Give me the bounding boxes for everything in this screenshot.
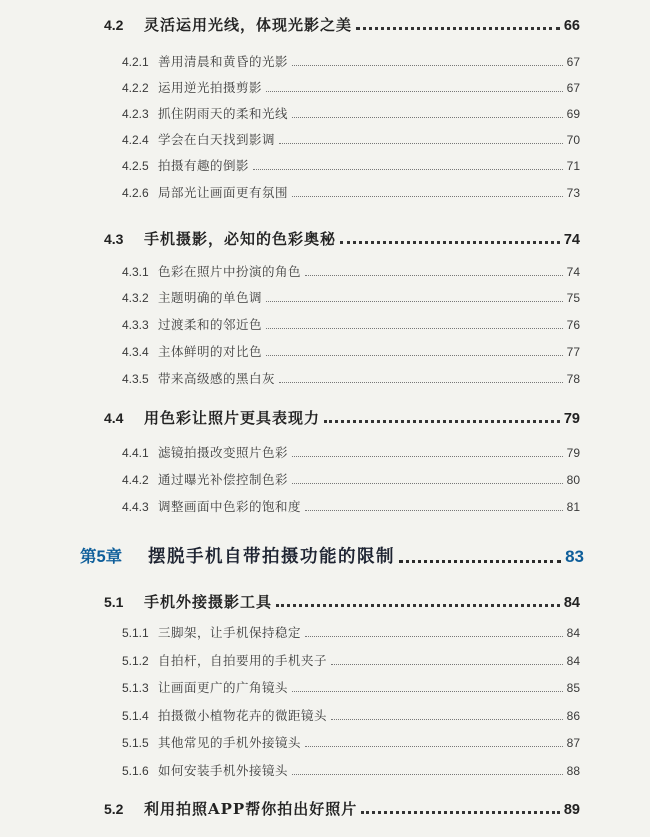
entry-title: 拍摄有趣的倒影 (158, 158, 250, 173)
entry-number: 5.2 (104, 801, 124, 817)
toc-subsection-entry (122, 78, 580, 96)
dot-leader (331, 719, 563, 720)
entry-number: 4.3.1 (122, 265, 149, 279)
dot-leader (356, 27, 560, 30)
toc-subsection-entry (122, 678, 580, 696)
entry-number: 4.3 (104, 231, 124, 247)
dot-leader (292, 483, 563, 484)
dot-leader (292, 691, 563, 692)
entry-number: 4.2.1 (122, 55, 149, 69)
toc-subsection-entry (122, 156, 580, 174)
entry-number: 4.4.3 (122, 500, 149, 514)
entry-title: 带来高级感的黑白灰 (158, 371, 276, 386)
entry-page: 79 (563, 411, 580, 427)
entry-page: 77 (566, 345, 580, 359)
entry-number: 4.2 (104, 17, 124, 33)
entry-number: 4.4 (104, 410, 124, 426)
entry-number: 5.1.6 (122, 764, 149, 778)
dot-leader (361, 811, 560, 814)
entry-page: 67 (566, 55, 580, 69)
chapter-number: 第5章 (80, 548, 123, 566)
entry-page: 74 (563, 232, 580, 248)
entry-title: 主题明确的单色调 (158, 290, 263, 305)
dot-leader (292, 65, 563, 66)
entry-title: 运用逆光拍摄剪影 (158, 80, 263, 95)
entry-page: 73 (566, 186, 580, 200)
dot-leader (305, 275, 563, 276)
toc-subsection-entry (122, 288, 580, 306)
entry-title: 过渡柔和的邻近色 (158, 317, 263, 332)
entry-page: 85 (566, 681, 580, 695)
dot-leader (253, 169, 563, 170)
entry-page: 69 (566, 107, 580, 121)
entry-title: 调整画面中色彩的饱和度 (158, 499, 302, 514)
dot-leader (331, 664, 563, 665)
entry-title: 滤镜拍摄改变照片色彩 (158, 445, 289, 460)
entry-title: 利用拍照APP帮你拍出好照片 (144, 800, 358, 818)
entry-title: 用色彩让照片更具表现力 (144, 409, 321, 427)
entry-title: 拍摄微小植物花卉的微距镜头 (158, 708, 328, 723)
entry-page: 89 (563, 802, 580, 818)
toc-subsection-entry (122, 342, 580, 360)
dot-leader (305, 746, 563, 747)
entry-title: 善用清晨和黄昏的光影 (158, 54, 289, 69)
entry-title: 通过曝光补偿控制色彩 (158, 472, 289, 487)
entry-page: 78 (566, 372, 580, 386)
toc-chapter-entry (80, 543, 584, 568)
toc-subsection-entry (122, 52, 580, 70)
entry-number: 4.3.2 (122, 291, 149, 305)
toc-subsection-entry (122, 315, 580, 333)
dot-leader (279, 382, 563, 383)
toc-subsection-entry (122, 104, 580, 122)
entry-title: 如何安装手机外接镜头 (158, 763, 289, 778)
entry-number: 4.2.2 (122, 81, 149, 95)
entry-number: 4.4.2 (122, 473, 149, 487)
entry-title: 三脚架，让手机保持稳定 (158, 625, 302, 640)
entry-number: 4.3.3 (122, 318, 149, 332)
toc-subsection-entry (122, 130, 580, 148)
entry-page: 84 (563, 595, 580, 611)
entry-number: 4.2.4 (122, 133, 149, 147)
entry-page: 76 (566, 318, 580, 332)
entry-number: 4.3.4 (122, 345, 149, 359)
entry-number: 4.4.1 (122, 446, 149, 460)
chapter-title: 摆脱手机自带拍摄功能的限制 (148, 547, 395, 567)
toc-section-entry (104, 14, 580, 35)
toc-subsection-entry (122, 497, 580, 515)
toc-section-entry (104, 228, 580, 249)
entry-page: 70 (566, 133, 580, 147)
dot-leader (292, 117, 563, 118)
entry-page: 79 (566, 446, 580, 460)
toc-subsection-entry (122, 443, 580, 461)
toc-subsection-entry (122, 651, 580, 669)
dot-leader (292, 774, 563, 775)
toc-subsection-entry (122, 470, 580, 488)
dot-leader (266, 91, 563, 92)
entry-title: 色彩在照片中扮演的角色 (158, 264, 302, 279)
entry-title: 自拍杆，自拍要用的手机夹子 (158, 653, 328, 668)
toc-section-entry (104, 407, 580, 428)
entry-title: 灵活运用光线，体现光影之美 (144, 16, 353, 34)
entry-number: 5.1.2 (122, 654, 149, 668)
dot-leader (266, 301, 563, 302)
entry-page: 75 (566, 291, 580, 305)
entry-number: 5.1.4 (122, 709, 149, 723)
toc-subsection-entry (122, 262, 580, 280)
entry-title: 抓住阴雨天的柔和光线 (158, 106, 289, 121)
toc-section-entry (104, 591, 580, 612)
entry-title: 让画面更广的广角镜头 (158, 680, 289, 695)
entry-number: 4.2.3 (122, 107, 149, 121)
dot-leader (324, 420, 560, 423)
entry-number: 5.1.1 (122, 626, 149, 640)
entry-page: 86 (566, 709, 580, 723)
dot-leader (292, 456, 563, 457)
dot-leader (399, 560, 561, 563)
entry-page: 84 (566, 654, 580, 668)
toc-section-entry (104, 798, 580, 819)
dot-leader (266, 328, 563, 329)
entry-number: 4.2.6 (122, 186, 149, 200)
entry-title: 主体鲜明的对比色 (158, 344, 263, 359)
dot-leader (276, 604, 560, 607)
entry-page: 67 (566, 81, 580, 95)
chapter-page: 83 (565, 547, 584, 566)
entry-page: 84 (566, 626, 580, 640)
dot-leader (292, 196, 563, 197)
entry-title: 学会在白天找到影调 (158, 132, 276, 147)
toc-subsection-entry (122, 733, 580, 751)
entry-page: 71 (566, 159, 580, 173)
entry-page: 87 (566, 736, 580, 750)
toc-subsection-entry (122, 369, 580, 387)
toc-subsection-entry (122, 706, 580, 724)
dot-leader (340, 241, 560, 244)
entry-title: 手机外接摄影工具 (144, 593, 273, 611)
toc-subsection-entry (122, 761, 580, 779)
entry-number: 5.1.5 (122, 736, 149, 750)
entry-page: 80 (566, 473, 580, 487)
entry-number: 5.1 (104, 594, 124, 610)
entry-number: 4.3.5 (122, 372, 149, 386)
dot-leader (305, 510, 563, 511)
dot-leader (305, 636, 563, 637)
entry-title: 局部光让画面更有氛围 (158, 185, 289, 200)
toc-subsection-entry (122, 623, 580, 641)
toc-subsection-entry (122, 183, 580, 201)
entry-page: 74 (566, 265, 580, 279)
entry-page: 66 (563, 18, 580, 34)
dot-leader (279, 143, 563, 144)
entry-title: 其他常见的手机外接镜头 (158, 735, 302, 750)
entry-number: 5.1.3 (122, 681, 149, 695)
dot-leader (266, 355, 563, 356)
entry-number: 4.2.5 (122, 159, 149, 173)
entry-page: 81 (566, 500, 580, 514)
entry-title: 手机摄影，必知的色彩奥秘 (144, 230, 337, 248)
entry-page: 88 (566, 764, 580, 778)
